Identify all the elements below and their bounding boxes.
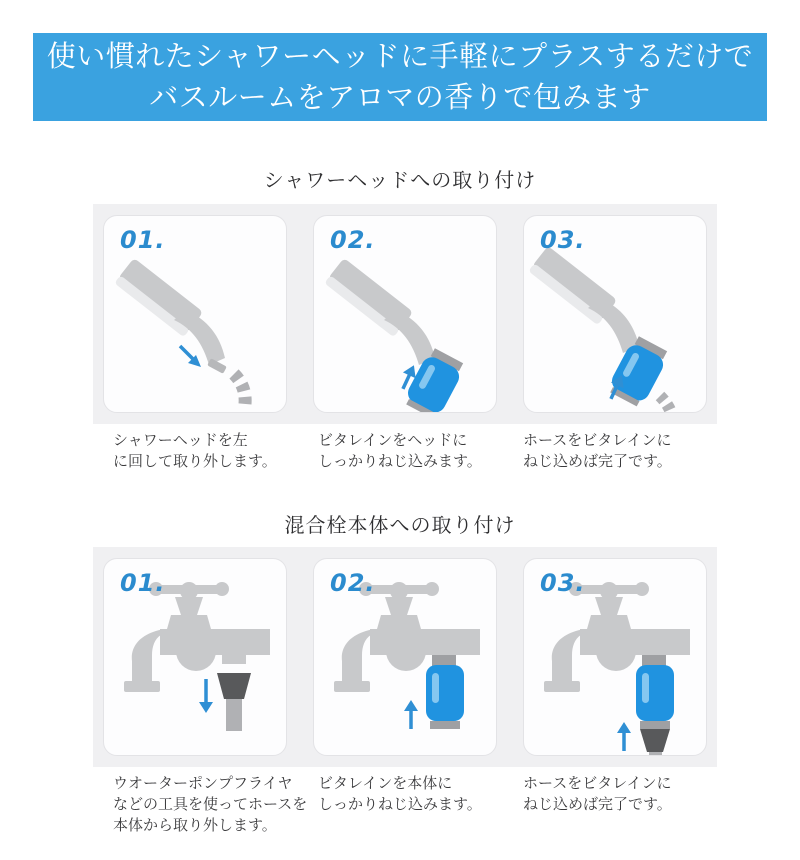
vitarain-cartridge-icon [636,655,674,729]
step-caption: ビタレインを本体に しっかりねじ込みます。 [318,774,482,813]
section-title-faucet: 混合栓本体への取り付け [284,513,516,537]
shower-head-icon [114,258,227,374]
step-card [313,215,497,413]
shower-head-captions [93,430,717,472]
hose-icon [226,699,242,731]
step-card [103,215,287,413]
step-card [523,558,707,756]
step-caption: ホースをビタレインに ねじ込めば完了です。 [523,431,672,470]
step-number: 03. [540,569,586,597]
step-caption: シャワーヘッドを左 に回して取り外します。 [113,431,277,470]
step-caption: ウオーターポンプフライヤ などの工具を使ってホースを 本体から取り外します。 [113,774,308,834]
up-arrow-icon [617,722,631,751]
vitarain-cartridge-icon [426,655,464,729]
shower-head-icon [324,258,435,365]
down-right-arrow-icon [180,346,201,367]
step-number: 01. [120,569,166,597]
shower-head-steps-strip [93,204,717,424]
banner-line-1: 使い慣れたシャワーヘッドに手軽にプラスするだけで [46,39,754,73]
down-arrow-icon [199,679,213,713]
section-title-shower-head: シャワーヘッドへの取り付け [263,168,537,192]
hose-icon [649,752,662,756]
vitarain-cartridge-icon [402,346,467,413]
hose-segment-icon [234,374,245,404]
up-arrow-icon [404,700,418,729]
adapter-icon [640,729,670,752]
step-caption: ビタレインをヘッドに しっかりねじ込みます。 [318,431,482,470]
faucet-steps-strip [93,547,717,767]
step-card [523,215,707,413]
hose-segment-icon [660,396,672,413]
step-number: 01. [120,226,166,254]
shower-head-icon [528,246,639,353]
step-number: 02. [330,569,376,597]
step-card [103,558,287,756]
step-card [313,558,497,756]
step-number: 03. [540,226,586,254]
step-caption: ホースをビタレインに ねじ込めば完了です。 [523,774,672,813]
banner-line-2: バスルームをアロマの香りで包みます [149,80,651,114]
adapter-icon [217,673,251,699]
banner [33,33,767,121]
step-number: 02. [330,226,376,254]
